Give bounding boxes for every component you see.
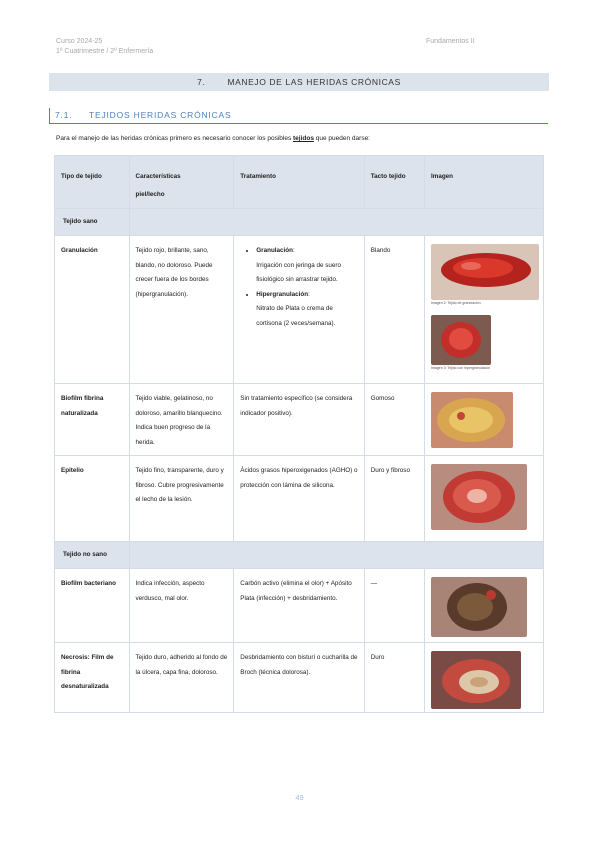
tissue-features: Tejido rojo, brillante, sano, blando, no doloroso. Puede crecer fuera de los bordes (hipergranulación).	[135, 247, 213, 298]
intro-text-after: que pueden darse:	[313, 135, 370, 142]
tissue-touch: Duro y fibroso	[370, 467, 410, 474]
chapter-number: 7.	[197, 77, 206, 87]
tissue-name: Epitelio	[61, 467, 84, 474]
tissue-treatment: Desbridamiento con bisturí o cucharilla de Broch (técnica dolorosa).	[240, 654, 358, 676]
intro-paragraph	[56, 135, 370, 142]
tissue-touch: Blando	[370, 247, 391, 254]
table-row: Granulación Tejido rojo, brillante, sano, blando, no doloroso. Puede crecer fuera de los bordes (hipergranulación). • Granulación: Irrigación con jeringa de suero fisiológico sin arrastrar tejido. • Hipergranulación: Nitrato de Plata o crema de cortisona (2 veces/semana). Blando Imagen 2: Tejido de granulación Imagen 3: Tejido con hipergranulación	[55, 236, 544, 384]
tissue-table	[54, 155, 544, 713]
intro-text-before: Para el manejo de las heridas crónicas primero es necesario conocer los posibles	[56, 135, 294, 142]
epithelium-wound-image	[431, 464, 527, 530]
tissue-features: Tejido viable, gelatinoso, no doloroso, amarillo blanquecino. Indica buen progreso de la herida.	[135, 395, 223, 446]
tissue-touch: Duro	[370, 654, 385, 661]
chapter-heading	[49, 73, 549, 91]
header-tratamiento: Tratamiento	[234, 156, 364, 209]
table-row	[55, 569, 544, 643]
tissue-name: Granulación	[61, 247, 98, 254]
table-header-row	[55, 156, 544, 209]
tissue-touch: Gomoso	[370, 395, 395, 402]
tissue-name: Necrosis: Film de fibrina desnaturalizada	[61, 654, 114, 690]
section-title: TEJIDOS HERIDAS CRÓNICAS	[89, 110, 232, 120]
image-caption: Imagen 3: Tejido con hipergranulación	[430, 366, 491, 370]
treatment-text: Irrigación con jeringa de suero fisiológico sin arrastrar tejido.	[256, 261, 341, 283]
chapter-title: MANEJO DE LAS HERIDAS CRÓNICAS	[227, 77, 401, 87]
section-number: 7.1.	[55, 110, 73, 120]
header-imagen: Imagen	[424, 156, 543, 209]
hypergranulation-wound-image	[431, 315, 491, 365]
image-caption: Imagen 2: Tejido de granulación	[430, 301, 481, 305]
treatment-bold: Granulación	[256, 247, 294, 254]
header-tipo: Tipo de tejido	[55, 156, 130, 209]
necrosis-wound-image	[431, 651, 521, 709]
tissue-treatment: Ácidos grasos hiperoxigenados (AGHO) o protección con lámina de silicona.	[240, 467, 358, 489]
table-row	[55, 643, 544, 713]
treatment-text: Nitrato de Plata o crema de cortisona (2 veces/semana).	[256, 305, 336, 327]
section-heading	[49, 108, 548, 124]
group-row-sano	[55, 209, 544, 236]
page-number: 49	[295, 793, 304, 802]
header-caracteristicas: Características piel/lecho	[129, 156, 234, 209]
tissue-touch: —	[370, 580, 378, 587]
tissue-name: Biofilm fibrina naturalizada	[61, 395, 104, 417]
intro-keyword: tejidos	[293, 135, 314, 142]
header-left	[56, 37, 153, 57]
bacterial-biofilm-image	[431, 577, 527, 637]
table-row	[55, 456, 544, 542]
semester-label: 1º Cuatrimestre / 2º Enfermería	[56, 48, 154, 55]
tissue-features: Tejido duro, adherido al fondo de la úlcera, capa fina, doloroso.	[135, 654, 228, 676]
table-row	[55, 384, 544, 456]
group-row-no-sano	[55, 542, 544, 569]
course-label: Curso 2024-25	[56, 38, 103, 45]
subject-label: Fundamentos II	[426, 38, 475, 45]
tissue-features: Indica infección, aspecto verdusco, mal olor.	[135, 580, 205, 602]
tissue-treatment: Sin tratamiento específico (se considera indicador positivo).	[240, 395, 353, 417]
tissue-name: Biofilm bacteriano	[61, 580, 116, 587]
granulation-wound-image	[431, 244, 539, 300]
tissue-treatment: Carbón activo (elimina el olor) + Apósito Plata (infección) + desbridamiento.	[240, 580, 352, 602]
tissue-features: Tejido fino, transparente, duro y fibroso. Cubre progresivamente el lecho de la lesión.	[135, 467, 224, 503]
header-tacto: Tacto tejido	[364, 156, 424, 209]
treatment-bold: Hipergranulación	[256, 290, 309, 298]
group-label: Tejido no sano	[55, 542, 130, 569]
group-label: Tejido sano	[55, 209, 130, 236]
fibrin-biofilm-image	[431, 392, 513, 448]
